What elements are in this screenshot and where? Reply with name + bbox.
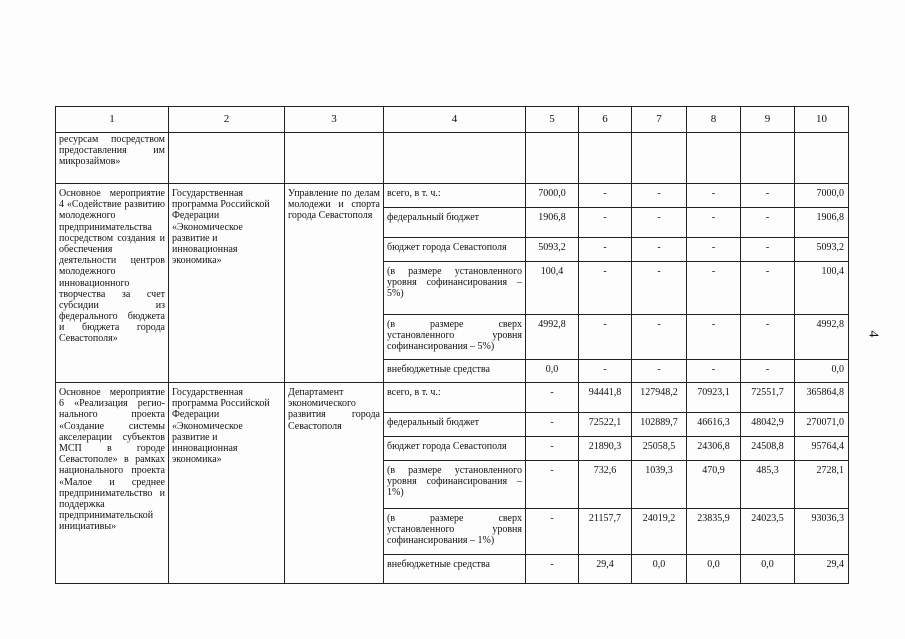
value-cell: 4992,8 <box>795 315 849 360</box>
column-header: 10 <box>795 107 849 133</box>
value-cell: - <box>741 184 795 208</box>
value-cell: - <box>579 184 632 208</box>
empty-cell <box>169 133 285 184</box>
value-cell: - <box>741 360 795 383</box>
funding-source: (в размере установленного уровня софинансирования – 1%) <box>384 461 526 509</box>
value-cell: 0,0 <box>687 555 741 584</box>
value-cell: - <box>526 461 579 509</box>
value-cell: 100,4 <box>526 262 579 315</box>
empty-cell <box>632 133 687 184</box>
column-header: 9 <box>741 107 795 133</box>
value-cell: 24023,5 <box>741 509 795 555</box>
funding-source: бюджет города Севастополя <box>384 238 526 262</box>
funding-source: бюджет города Севастополя <box>384 437 526 461</box>
column-header: 8 <box>687 107 741 133</box>
value-cell: - <box>687 262 741 315</box>
column-header: 3 <box>285 107 384 133</box>
value-cell: 21890,3 <box>579 437 632 461</box>
continuation-text: ресурсам посредством предоставления им микрозаймов» <box>56 133 169 184</box>
activity-name: Основное мероприятие 4 «Содействие развитию молодежного предпринимательства посредством создания и обеспечения деятельности центров молодежного инновационного творчества за счет субсидии из федерального бюджета и бюджета города Севастополя» <box>56 184 169 383</box>
value-cell: - <box>687 238 741 262</box>
column-header: 6 <box>579 107 632 133</box>
funding-source: всего, в т. ч.: <box>384 383 526 413</box>
value-cell: - <box>579 262 632 315</box>
value-cell: 24019,2 <box>632 509 687 555</box>
value-cell: 365864,8 <box>795 383 849 413</box>
value-cell: - <box>632 360 687 383</box>
value-cell: 7000,0 <box>526 184 579 208</box>
column-header: 1 <box>56 107 169 133</box>
empty-cell <box>687 133 741 184</box>
value-cell: 93036,3 <box>795 509 849 555</box>
table-row <box>56 383 849 413</box>
value-cell: 0,0 <box>741 555 795 584</box>
funding-source: (в размере сверх установленного уровня софинансирования – 5%) <box>384 315 526 360</box>
value-cell: 46616,3 <box>687 413 741 437</box>
value-cell: - <box>526 437 579 461</box>
value-cell: 1906,8 <box>526 208 579 238</box>
value-cell: 2728,1 <box>795 461 849 509</box>
value-cell: 23835,9 <box>687 509 741 555</box>
executor-name: Департамент экономического развития города Севастополя <box>285 383 384 584</box>
value-cell: - <box>632 262 687 315</box>
value-cell: - <box>741 238 795 262</box>
value-cell: 5093,2 <box>795 238 849 262</box>
value-cell: 29,4 <box>795 555 849 584</box>
column-header: 5 <box>526 107 579 133</box>
value-cell: 29,4 <box>579 555 632 584</box>
value-cell: - <box>579 360 632 383</box>
value-cell: 0,0 <box>632 555 687 584</box>
empty-cell <box>795 133 849 184</box>
value-cell: - <box>526 509 579 555</box>
value-cell: - <box>526 383 579 413</box>
value-cell: - <box>579 208 632 238</box>
value-cell: - <box>687 208 741 238</box>
funding-source: всего, в т. ч.: <box>384 184 526 208</box>
funding-source: федеральный бюджет <box>384 208 526 238</box>
value-cell: - <box>632 315 687 360</box>
value-cell: - <box>741 208 795 238</box>
value-cell: 24306,8 <box>687 437 741 461</box>
activity-name: Основное мероприятие 6 «Реализация регио-нального проекта «Создание системы акселерации субъектов МСП в городе Севастополе» в рамках национального проекта «Малое и среднее предпринимательство и поддержка предпринимательской инициативы» <box>56 383 169 584</box>
value-cell: - <box>579 315 632 360</box>
empty-cell <box>285 133 384 184</box>
empty-cell <box>384 133 526 184</box>
value-cell: 48042,9 <box>741 413 795 437</box>
value-cell: - <box>579 238 632 262</box>
value-cell: 94441,8 <box>579 383 632 413</box>
empty-cell <box>526 133 579 184</box>
value-cell: - <box>632 238 687 262</box>
program-name: Государственная программа Российской Федерации «Экономическое развитие и инновационная экономика» <box>169 184 285 383</box>
continuation-row <box>56 133 849 184</box>
empty-cell <box>741 133 795 184</box>
value-cell: 0,0 <box>795 360 849 383</box>
value-cell: 100,4 <box>795 262 849 315</box>
value-cell: 70923,1 <box>687 383 741 413</box>
value-cell: - <box>632 184 687 208</box>
empty-cell <box>579 133 632 184</box>
budget-table <box>55 106 849 584</box>
column-header: 4 <box>384 107 526 133</box>
value-cell: - <box>526 555 579 584</box>
program-name: Государственная программа Российской Федерации «Экономическое развитие и инновационная экономика» <box>169 383 285 584</box>
value-cell: 485,3 <box>741 461 795 509</box>
column-header: 2 <box>169 107 285 133</box>
value-cell: 470,9 <box>687 461 741 509</box>
funding-source: внебюджетные средства <box>384 360 526 383</box>
funding-source: федеральный бюджет <box>384 413 526 437</box>
value-cell: 7000,0 <box>795 184 849 208</box>
funding-source: внебюджетные средства <box>384 555 526 584</box>
value-cell: 4992,8 <box>526 315 579 360</box>
value-cell: 0,0 <box>526 360 579 383</box>
executor-name: Управление по делам молодежи и спорта города Севастополя <box>285 184 384 383</box>
value-cell: 127948,2 <box>632 383 687 413</box>
value-cell: 72551,7 <box>741 383 795 413</box>
value-cell: 732,6 <box>579 461 632 509</box>
value-cell: - <box>632 208 687 238</box>
value-cell: - <box>741 315 795 360</box>
value-cell: 1906,8 <box>795 208 849 238</box>
value-cell: 21157,7 <box>579 509 632 555</box>
value-cell: 25058,5 <box>632 437 687 461</box>
header-row <box>56 107 849 133</box>
value-cell: - <box>687 184 741 208</box>
value-cell: 72522,1 <box>579 413 632 437</box>
value-cell: 102889,7 <box>632 413 687 437</box>
column-header: 7 <box>632 107 687 133</box>
value-cell: 95764,4 <box>795 437 849 461</box>
funding-source: (в размере сверх установленного уровня софинансирования – 1%) <box>384 509 526 555</box>
value-cell: 24508,8 <box>741 437 795 461</box>
funding-source: (в размере установленного уровня софинансирования – 5%) <box>384 262 526 315</box>
value-cell: 5093,2 <box>526 238 579 262</box>
value-cell: - <box>687 360 741 383</box>
value-cell: - <box>526 413 579 437</box>
table-row <box>56 184 849 208</box>
page-number: 4 <box>865 330 881 338</box>
value-cell: - <box>687 315 741 360</box>
value-cell: 1039,3 <box>632 461 687 509</box>
value-cell: 270071,0 <box>795 413 849 437</box>
value-cell: - <box>741 262 795 315</box>
